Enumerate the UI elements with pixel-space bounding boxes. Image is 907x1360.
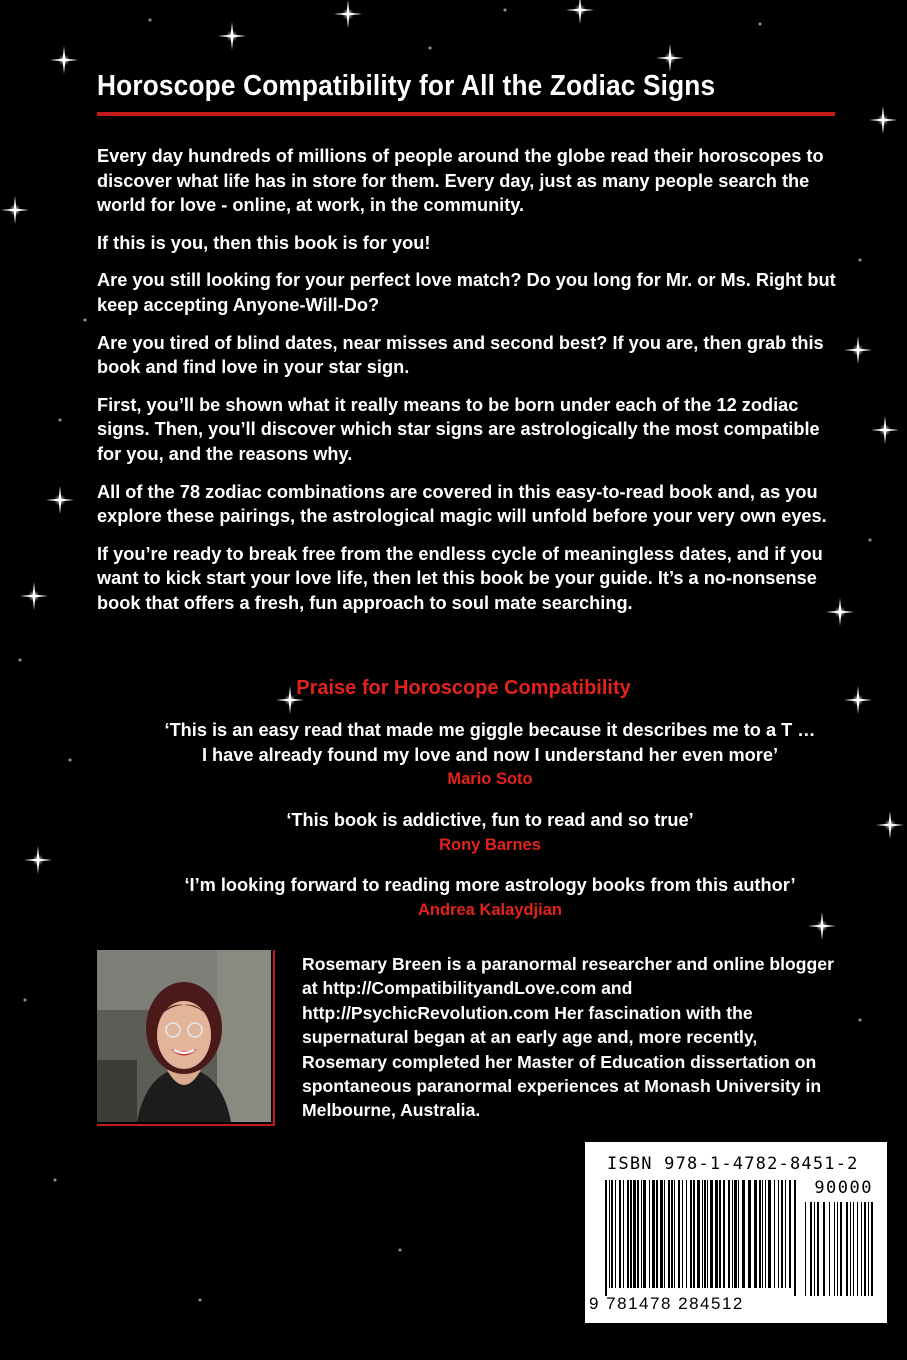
- isbn-label: ISBN 978-1-4782-8451-2: [607, 1154, 859, 1174]
- blurb-paragraph: Every day hundreds of millions of people around the globe read their horoscopes to discover what life has in store for them. Every day, just as many people search the world for love - online, at work, in the community.: [97, 146, 824, 216]
- testimonial-author: Mario Soto: [447, 770, 533, 789]
- author-bio: Rosemary Breen is a paranormal researcher and online blogger at http://CompatibilityandLove.com and http://PsychicRevolution.com Her fascination with the supernatural began at an early age and, more recently, Rosemary completed her Master of Education dissertation on spontaneous paranormal experiences at Monash University in Melbourne, Australia.: [302, 954, 834, 1121]
- cover-title: Horoscope Compatibility for All the Zodiac Signs: [97, 70, 716, 102]
- barcode-number: 9 781478 284512: [589, 1294, 744, 1313]
- testimonial: [160, 873, 820, 922]
- barcode-bars: [605, 1180, 875, 1296]
- isbn-barcode: [585, 1142, 887, 1323]
- testimonial-author: Rony Barnes: [439, 835, 541, 854]
- blurb: [97, 144, 842, 629]
- blurb-paragraph: All of the 78 zodiac combinations are covered in this easy-to-read book and, as you explore these pairings, the astrological magic will unfold before your very own eyes.: [97, 481, 827, 527]
- blurb-paragraph: First, you’ll be shown what it really means to be born under each of the 12 zodiac signs. Then, you’ll discover which star signs are astrologically the most compatible for you, and the reasons why.: [97, 394, 820, 464]
- blurb-paragraph: If you’re ready to break free from the endless cycle of meaningless dates, and if you want to kick start your love life, then let this book be your guide. It’s a no-nonsense book that offers a fresh, fun approach to soul mate searching.: [97, 543, 823, 613]
- blurb-paragraph: Are you still looking for your perfect love match? Do you long for Mr. or Ms. Right but keep accepting Anyone-Will-Do?: [97, 270, 836, 315]
- testimonial: [160, 718, 820, 792]
- praise-heading: Praise for Horoscope Compatibility: [296, 677, 631, 699]
- testimonial-text: ‘I’m looking forward to reading more astrology books from this author’: [184, 875, 796, 895]
- blurb-paragraph: Are you tired of blind dates, near misses and second best? If you are, then grab this book and find love in your star sign.: [97, 332, 824, 378]
- testimonial-text: ‘This is an easy read that made me giggle because it describes me to a T … I have already found my love and now I understand her even more’: [164, 720, 816, 765]
- title-underline: [97, 112, 835, 116]
- testimonial-author: Andrea Kalaydjian: [418, 900, 562, 919]
- blurb-paragraph: If this is you, then this book is for you!: [97, 232, 431, 253]
- testimonial-text: ‘This book is addictive, fun to read and so true’: [286, 810, 694, 830]
- testimonial: [160, 808, 820, 857]
- price-code: 90000: [814, 1178, 873, 1198]
- author-photo: [97, 950, 275, 1126]
